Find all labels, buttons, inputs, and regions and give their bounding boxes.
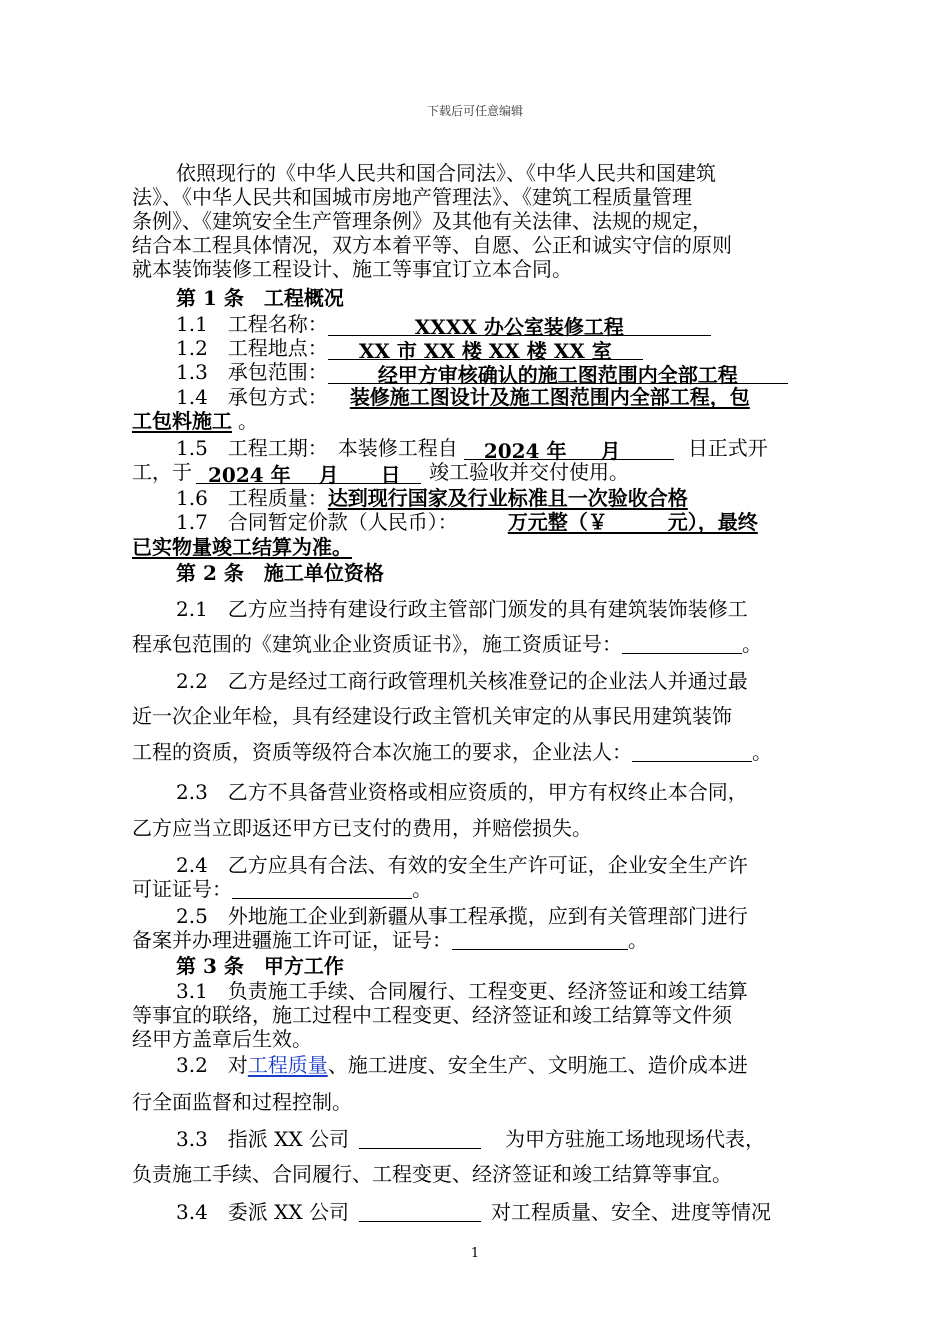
clause-2-3: 2.3 乙方不具备营业资格或相应资质的，甲方有权终止本合同，: [176, 780, 748, 804]
contract-method-field: 装修施工图设计及施工图范围内全部工程，包: [349, 385, 750, 409]
supervisor-blank: [359, 1201, 481, 1222]
clause-2-2-text: 工程的资质，资质等级符合本次施工的要求，企业法人：: [132, 740, 632, 764]
clause-3-4-tail: 对工程质量、安全、进度等情况: [491, 1200, 771, 1224]
intro-line-1: 依照现行的《中华人民共和国合同法》、《中华人民共和国建筑: [176, 161, 716, 185]
intro-line-5: 就本装饰装修工程设计、施工等事宜订立本合同。: [132, 257, 572, 281]
clause-3-3-text: 3.3 指派 XX 公司: [176, 1127, 349, 1151]
start-year: 2024 年: [483, 439, 567, 463]
clause-2-1-text: 程承包范围的《建筑业企业资质证书》，施工资质证号：: [132, 632, 622, 656]
clause-1-4: [176, 385, 750, 409]
clause-3-1: 3.1 负责施工手续、合同履行、工程变更、经济签证和竣工结算: [176, 979, 748, 1003]
clause-3-3-tail: 为甲方驻施工场地现场代表，: [505, 1127, 765, 1151]
site-rep-blank: [359, 1128, 481, 1149]
qualification-number-blank: [622, 633, 742, 654]
clause-1-1: [176, 312, 711, 339]
clause-2-4-end: 。: [412, 877, 432, 901]
start-date-field: [464, 439, 674, 463]
article-1-title: 第 1 条 工程概况: [176, 286, 344, 310]
clause-1-5-start-suffix: 日正式开: [687, 436, 768, 460]
project-quality-field: 达到现行国家及行业标准且一次验收合格: [327, 486, 688, 510]
clause-1-4-cont: [132, 409, 258, 433]
legal-person-blank: [632, 741, 752, 762]
end-day: 日: [380, 463, 401, 487]
clause-3-4-text: 3.4 委派 XX 公司: [176, 1200, 349, 1224]
intro-line-3: 条例》、《建筑安全生产管理条例》及其他有关法律、法规的规定，: [132, 209, 712, 233]
contract-method-field-cont: 工包料施工: [132, 409, 232, 433]
clause-1-5-cont: [132, 460, 629, 487]
clause-2-3-cont: 乙方应当立即返还甲方已支付的费用，并赔偿损失。: [132, 816, 592, 840]
clause-3-2: [176, 1053, 748, 1077]
clause-2-1-cont: [132, 632, 762, 656]
clause-1-3-label: 1.3 承包范围：: [176, 360, 328, 384]
end-year: 2024 年: [208, 463, 291, 487]
entry-permit-blank: [452, 929, 628, 950]
clause-1-5-on: 工，于: [132, 460, 192, 484]
clause-2-2-end: 。: [752, 740, 772, 764]
clause-1-5-tail: 竣工验收并交付使用。: [429, 460, 629, 484]
start-month: 月: [600, 439, 621, 463]
clause-3-2-pre: 3.2 对: [176, 1053, 248, 1077]
clause-2-5-cont: [132, 928, 648, 952]
clause-3-2-cont: 行全面监督和过程控制。: [132, 1090, 352, 1114]
clause-3-2-post: 、施工进度、安全生产、文明施工、造价成本进: [327, 1053, 748, 1077]
end-month: 月: [318, 463, 339, 487]
clause-2-5-text: 备案并办理进疆施工许可证，证号：: [132, 928, 452, 952]
project-location-field: XX 市 XX 楼 XX 楼 XX 室: [328, 339, 643, 360]
clause-2-2-line-2: 近一次企业年检，具有经建设行政主管机关审定的从事民用建筑装饰: [132, 704, 732, 728]
clause-1-7-cont: 已实物量竣工结算为准。: [132, 535, 352, 559]
contract-price-field: 万元整（￥ 元），最终: [507, 510, 758, 534]
article-3-title: 第 3 条 甲方工作: [176, 954, 344, 978]
clause-3-4: [176, 1200, 771, 1224]
clause-2-5: 2.5 外地施工企业到新疆从事工程承揽，应到有关管理部门进行: [176, 904, 748, 928]
intro-line-2: 法》、《中华人民共和国城市房地产管理法》、《建筑工程质量管理: [132, 185, 692, 209]
clause-2-4-cont: [132, 877, 432, 901]
clause-2-2: 2.2 乙方是经过工商行政管理机关核准登记的企业法人并通过最: [176, 669, 748, 693]
page-number: 1: [470, 1246, 480, 1261]
intro-line-4: 结合本工程具体情况，双方本着平等、自愿、公正和诚实守信的原则: [132, 233, 732, 257]
article-2-title: 第 2 条 施工单位资格: [176, 561, 384, 585]
clause-3-1-line-2: 等事宜的联络，施工过程中工程变更、经济签证和竣工结算等文件须: [132, 1003, 732, 1027]
clause-3-3: [176, 1127, 765, 1151]
clause-1-2: [176, 336, 643, 363]
clause-3-1-line-3: 经甲方盖章后生效。: [132, 1027, 312, 1051]
project-quality-link[interactable]: 工程质量: [247, 1053, 328, 1077]
safety-permit-blank: [232, 878, 412, 899]
page-header: 下载后可任意编辑: [426, 104, 523, 118]
completion-date-field: [196, 463, 421, 487]
clause-1-2-label: 1.2 工程地点：: [176, 336, 328, 360]
clause-2-2-line-3: [132, 740, 772, 764]
clause-2-4: 2.4 乙方应具有合法、有效的安全生产许可证，企业安全生产许: [176, 853, 748, 877]
clause-1-6: [176, 486, 688, 510]
clause-1-6-label: 1.6 工程质量：: [176, 486, 328, 510]
clause-1-3: [176, 360, 788, 387]
contract-scope-field: 经甲方审核确认的施工图范围内全部工程: [328, 363, 788, 384]
project-name-field: XXXX 办公室装修工程: [328, 315, 711, 336]
clause-2-4-text: 可证证号：: [132, 877, 232, 901]
clause-1-4-label: 1.4 承包方式：: [176, 385, 328, 409]
clause-1-7: [176, 510, 758, 534]
clause-2-5-end: 。: [628, 928, 648, 952]
clause-3-3-cont: 负责施工手续、合同履行、工程变更、经济签证和竣工结算等事宜。: [132, 1162, 732, 1186]
clause-1-5-label: 1.5 工程工期： 本装修工程自: [176, 436, 458, 460]
clause-2-1-end: 。: [742, 632, 762, 656]
clause-1-1-label: 1.1 工程名称：: [176, 312, 328, 336]
clause-2-1: 2.1 乙方应当持有建设行政主管部门颁发的具有建筑装饰装修工: [176, 597, 748, 621]
clause-1-7-label: 1.7 合同暂定价款（人民币）：: [176, 510, 458, 534]
clause-1-5: [176, 436, 768, 463]
clause-1-4-end: 。: [238, 409, 258, 433]
